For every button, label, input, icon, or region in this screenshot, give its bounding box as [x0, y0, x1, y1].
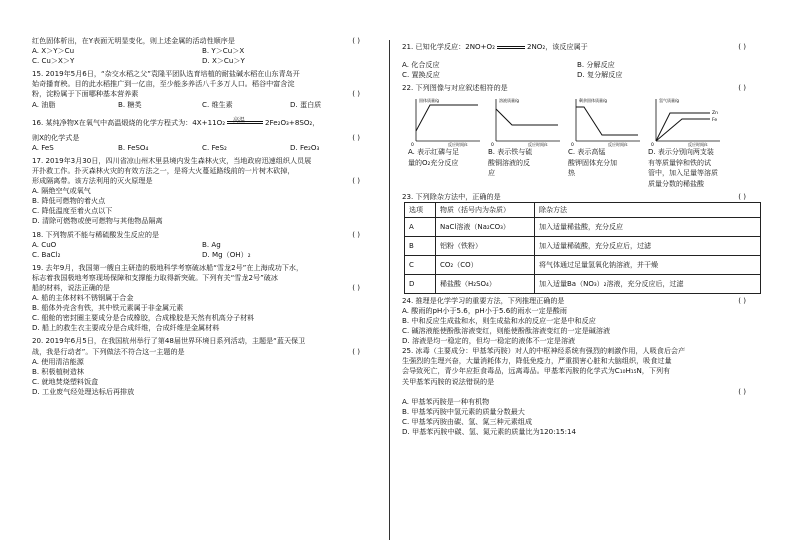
option[interactable]: A. 船的主体材料不锈钢属于合金: [32, 293, 134, 303]
q15-stem: 15. 2019年5月6日，“杂交水稻之父”袁隆平团队选育培植的耐盐碱水稻在山东青岛开: [32, 69, 300, 79]
option[interactable]: B. 甲基苯丙胺中氢元素的质量分数最大: [402, 406, 525, 416]
header-cell: 物质（括号内为杂质）: [436, 202, 535, 217]
q14-tail: 红色固体析出，在Y表面无明显变化，则上述金属的活动性顺序是 ( ): [32, 36, 360, 45]
option[interactable]: B. 积极植树造林: [32, 366, 84, 376]
q16-equation: 16. 某纯净物X在氧气中高温煅烧的化学方程式为：4X+11O₂ 高温 2Fe₂O₃+8SO₂，: [32, 116, 320, 127]
table-cell: 加入适量稀盐酸，充分反应: [535, 217, 761, 236]
x-axis-label: 反应时间/s: [448, 142, 468, 148]
left-column: [32, 36, 376, 397]
q22-graphs: [408, 95, 762, 147]
equal-sign: [497, 46, 525, 49]
q24-stem: 24. 推理是化学学习的重要方法，下列推理正确的是 ( ): [402, 295, 746, 305]
option[interactable]: C. 就地焚烧塑料饭盒: [32, 376, 99, 386]
option[interactable]: C. 船舱的密封圈主要成分是合成橡胶，合成橡胶是天然有机高分子材料: [32, 313, 255, 323]
table-cell: 铝粉（铁粉）: [436, 236, 535, 255]
option-d[interactable]: D. 表示分别向两支装 有等质量锌和铁的试 管中，加入足量等溶质 质量分数的稀盐酸: [648, 148, 718, 189]
option-c[interactable]: C. 表示高锰 酸钾固体充分加 热: [568, 148, 617, 178]
q17-stem: 形成隔离带。该方法利用的灭火原理是 ( ): [32, 176, 360, 186]
option[interactable]: D. 复分解反应: [577, 70, 623, 80]
q18-options: [32, 240, 376, 250]
option[interactable]: B. Y＞Cu＞X: [202, 46, 245, 56]
table-row[interactable]: [405, 255, 761, 274]
x-axis-label: 反应时间/s: [688, 142, 708, 148]
option[interactable]: A. 隔绝空气或氧气: [32, 186, 91, 196]
y-axis-label: 氢气质量/g: [659, 98, 679, 104]
q25-stem: 关甲基苯丙胺的说法错误的是: [402, 376, 495, 386]
q16-stem: 则X的化学式是 ( ): [32, 132, 360, 142]
option[interactable]: D. Fe₂O₃: [290, 142, 320, 152]
graph-a[interactable]: [408, 95, 484, 147]
option[interactable]: C. 碱溶液能使酚酞溶液变红，则能使酚酞溶液变红的一定是碱溶液: [402, 326, 611, 336]
y-axis-label: 剩余固体质量/g: [579, 98, 607, 104]
option[interactable]: A. FeS: [32, 142, 54, 152]
svg-text:0: 0: [411, 143, 414, 148]
option[interactable]: D. 溶液是均一稳定的，但均一稳定的液体不一定是溶液: [402, 336, 576, 346]
x-axis-label: 反应时间/s: [608, 142, 628, 148]
table-cell: 将气体通过足量氢氧化钠溶液，并干燥: [535, 255, 761, 274]
option[interactable]: B. 船体外壳含有铁，其中铁元素属于非金属元素: [32, 303, 184, 313]
q21-options: [402, 60, 762, 70]
svg-text:0: 0: [651, 143, 654, 148]
option[interactable]: B. 糖类: [118, 99, 142, 109]
option[interactable]: D. 船上的救生衣主要成分是合成纤维，合成纤维是金属材料: [32, 323, 220, 333]
y-axis-label: 固体质量/g: [419, 98, 439, 104]
option[interactable]: A. 油脂: [32, 99, 56, 109]
option[interactable]: A. 酸雨的pH小于5.6，pH小于5.6的雨水一定是酸雨: [402, 305, 567, 315]
q16-options: [32, 143, 376, 153]
option[interactable]: D. X＞Cu＞Y: [202, 56, 245, 66]
q21-options: [402, 70, 762, 80]
table-cell: A: [405, 217, 436, 236]
q20-stem: 20. 2019年6月5日，在我国杭州举行了第48届世界环境日系列活动，主题是“蓝天保卫: [32, 336, 306, 346]
option[interactable]: D. 甲基苯丙胺中碳、氢、氮元素的质量比为120:15:14: [402, 426, 577, 436]
q21-stem: 21. 已知化学反应：2NO+O₂ 2NO₂，该反应属于 ( ): [402, 42, 746, 51]
option[interactable]: B. 分解反应: [577, 60, 615, 69]
q15-stem: 始奇播育秧。目的此水稻推广到一亿亩，至少能多养活八千多万人口。稻谷中富含淀: [32, 79, 295, 89]
table-cell: 加入适量稀硫酸，充分反应后，过滤: [535, 236, 761, 255]
reaction-condition: 高温: [233, 116, 246, 124]
table-cell: B: [405, 236, 436, 255]
graph-b[interactable]: [488, 95, 564, 147]
graph-c[interactable]: [568, 95, 644, 147]
q23-stem: 23. 下列除杂方法中，正确的是 ( ): [402, 191, 746, 201]
option[interactable]: A. CuO: [32, 239, 57, 249]
svg-text:0: 0: [491, 143, 494, 148]
option[interactable]: A. 甲基苯丙胺是一种有机物: [402, 396, 490, 406]
option[interactable]: D. 工业废气经处理达标后再排放: [32, 386, 135, 396]
q17-stem: 17. 2019年3月30日，四川省凉山州木里县境内发生森林火灾，当地政府迅速组织人员展: [32, 155, 312, 165]
table-cell: CO₂（CO）: [436, 255, 535, 274]
table-row[interactable]: [405, 236, 761, 255]
q19-stem: 标志着我国极地考察现场保障和支撑能力取得新突破。下列有关“雪龙2号”破冰: [32, 272, 278, 282]
q15-options: [32, 100, 376, 110]
q15-stem: 粉，淀粉属于下面哪种基本营养素 ( ): [32, 89, 360, 99]
q25-stem: 生强烈的生理兴奋，大量消耗体力，降低免疫力，严重损害心脏和大脑组织，吸食过量: [402, 356, 672, 366]
table-cell: NaCl溶液（Na₂CO₃）: [436, 217, 535, 236]
option[interactable]: C. Cu＞X＞Y: [32, 56, 75, 66]
option-b[interactable]: B. 表示铁与硫 酸铜溶液的反 应: [488, 148, 533, 178]
q25-paren-line: ( ): [738, 386, 746, 396]
option[interactable]: B. 中和反应生成盐和水，则生成盐和水的反应一定是中和反应: [402, 315, 596, 325]
option[interactable]: C. 置换反应: [402, 70, 440, 80]
q22-stem: 22. 下列图像与对应叙述相符的是 ( ): [402, 83, 746, 93]
q20-stem: 战，我是行动者”。下列做法不符合这一主题的是 ( ): [32, 346, 360, 356]
option[interactable]: D. Mg（OH）₂: [202, 249, 251, 259]
table-cell: D: [405, 274, 436, 293]
graph-d[interactable]: [648, 95, 724, 147]
option[interactable]: A. 使用清洁能源: [32, 356, 84, 366]
right-column: [402, 36, 762, 437]
q17-stem: 开扑救工作。扑灭森林火灾的有效方法之一，是将大火蔓延路线前的一片树木砍掉，: [32, 165, 295, 175]
option[interactable]: B. 降低可燃物的着火点: [32, 196, 106, 206]
option[interactable]: C. 甲基苯丙胺由碳、氢、氮三种元素组成: [402, 416, 533, 426]
table-cell: 稀盐酸（H₂SO₄）: [436, 274, 535, 293]
series-label: Fe: [712, 118, 718, 124]
table-row[interactable]: [405, 274, 761, 293]
x-axis-label: 反应时间/s: [528, 142, 548, 148]
table-cell: C: [405, 255, 436, 274]
q14-options: [32, 56, 376, 66]
option[interactable]: C. FeS₂: [202, 142, 227, 152]
option[interactable]: C. 维生素: [202, 99, 233, 109]
q25-stem: 会导致死亡，青少年应拒食毒品，远离毒品。甲基苯丙胺的化学式为C₁₀H₁₅N，下列有: [402, 366, 671, 376]
option[interactable]: A. 化合反应: [402, 60, 440, 69]
svg-text:0: 0: [571, 143, 574, 148]
q18-options: [32, 250, 376, 260]
q19-stem: 船的材料，说法正确的是 ( ): [32, 282, 360, 292]
q14-options: [32, 46, 376, 56]
column-divider: [389, 40, 390, 540]
option[interactable]: C. 降低温度至着火点以下: [32, 206, 113, 216]
table-cell: 加入适量Ba（NO₃）₂溶液，充分反应后，过滤: [535, 274, 761, 293]
header-cell: 选项: [405, 202, 436, 217]
option[interactable]: B. Ag: [202, 239, 221, 249]
option[interactable]: C. BaCl₂: [32, 249, 61, 259]
q19-stem: 19. 去年9月，我国第一艘自主研造的极地科学考察破冰船“雪龙2号”在上海成功下水，: [32, 262, 304, 272]
option[interactable]: D. 蛋白质: [290, 99, 322, 109]
header-cell: 除杂方法: [535, 202, 761, 217]
q23-table: [404, 202, 761, 294]
option[interactable]: D. 清除可燃物或使可燃物与其他物品隔离: [32, 216, 163, 226]
table-header: [405, 202, 761, 217]
y-axis-label: 溶液质量/g: [499, 98, 519, 104]
option[interactable]: B. FeSO₄: [118, 142, 149, 152]
option-a[interactable]: A. 表示红磷与足 量的O₂充分反应: [408, 148, 460, 167]
q22-options: [408, 147, 762, 189]
series-label: Zn: [712, 111, 718, 117]
table-row[interactable]: [405, 217, 761, 236]
q25-stem: 25. 冰毒（主要成分：甲基苯丙胺）对人的中枢神经系统有强烈的刺激作用，人吸食后会产: [402, 346, 686, 356]
option[interactable]: A. X＞Y＞Cu: [32, 46, 75, 56]
q18-stem: 18. 下列物质不能与稀硫酸发生反应的是 ( ): [32, 229, 360, 239]
